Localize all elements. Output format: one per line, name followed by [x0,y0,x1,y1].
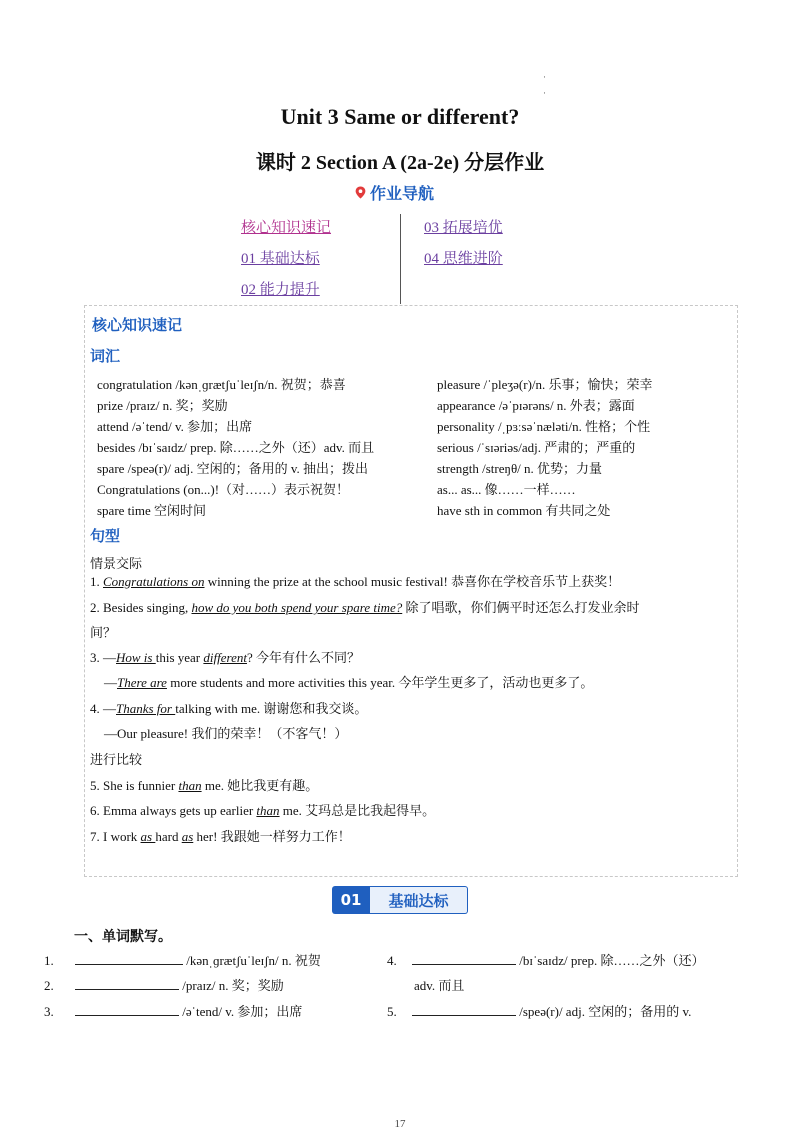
item-text: /əˈtend/ v. 参加；出席 [182,1004,303,1019]
answer-blank: how do you both spend your spare time? [191,600,403,615]
item-text: /speə(r)/ adj. 空闲的；备用的 v. [519,1004,692,1019]
exercise-item-4 [387,950,704,969]
sentence-text: more students and more activities this year. 今年学生更多了，活动也更多了。 [166,675,594,690]
nav-link-core[interactable]: 核心知识速记 [241,220,332,236]
answer-line[interactable] [412,964,516,965]
core-heading-text: 核心知识速记 [92,316,183,334]
sentence-text: 3. — [90,650,116,665]
exercise-item-5 [387,1001,691,1020]
answer-line[interactable] [75,1015,179,1016]
vocab-item: serious /ˈsɪəriəs/adj. 严肃的；严重的 [437,440,636,455]
sentence-text: — [104,675,117,690]
vocab-item: congratulation /kənˌɡrætʃuˈleɪʃn/n. 祝贺；恭喜 [97,377,346,392]
item-number: 4. [387,953,397,968]
answer-blank: There are [117,675,167,690]
vocab-item: besides /bɪˈsaɪdz/ prep. 除……之外（还）adv. 而且 [97,440,375,455]
answer-blank: as [140,829,156,844]
sentence-text: me. 艾玛总是比我起得早。 [279,803,436,818]
sentence-text: 2. Besides singing, [90,600,192,615]
sentence-text: 7. I work [90,829,141,844]
answer-blank: Congratulations on [103,574,205,589]
vocab-item: spare time 空闲时间 [97,503,207,518]
item-number: 2. [44,978,54,993]
sentence-text: winning the prize at the school music festival! 恭喜你在学校音乐节上获奖！ [204,574,621,589]
exercise-item-3 [44,1001,302,1020]
vocab-item: personality /ˌpɜːsəˈnæləti/n. 性格；个性 [437,419,651,434]
decorative-dots: · [543,72,546,82]
sentence-text: 除了唱歌，你们俩平时还怎么打发业余时 [402,600,640,615]
sentence-7 [90,826,351,845]
vocab-heading: 词汇 [90,347,121,365]
nav-link-04[interactable]: 04 思维进阶 [424,251,503,267]
section-number: 01 [332,886,370,914]
answer-blank: different [203,650,247,665]
sentence-4a [90,698,367,717]
page-number: 17 [394,1118,406,1130]
sentence-5 [90,775,318,794]
exercise-item-1 [44,950,321,969]
nav-heading-text: 作业导航 [370,184,435,203]
sentence-3b [104,672,593,691]
section-label: 基础达标 [370,886,468,914]
vocab-item: Congratulations (on...)!（对……）表示祝贺！ [97,482,350,497]
pattern-heading: 句型 [90,527,121,545]
section-01-header [332,886,468,914]
vocab-item: attend /əˈtend/ v. 参加；出席 [97,419,253,434]
nav-link-02[interactable]: 02 能力提升 [241,282,320,298]
answer-blank: than [256,803,280,818]
vocab-item: as... as... 像……一样…… [437,482,576,497]
sentence-text: me. 她比我更有趣。 [201,778,319,793]
vocab-item: appearance /əˈpɪərəns/ n. 外表；露面 [437,398,635,413]
answer-blank: as [181,829,194,844]
sentence-text: 5. She is funnier [90,778,179,793]
sentence-text: 4. — [90,701,116,716]
vocab-item: prize /praɪz/ n. 奖；奖励 [97,398,228,413]
item-text: /kənˌɡrætʃuˈleɪʃn/ n. 祝贺 [186,953,321,968]
page-subtitle: 课时 2 Section A (2a-2e) 分层作业 [255,152,545,174]
answer-blank: than [178,778,202,793]
sentence-text: ? 今年有什么不同？ [246,650,360,665]
nav-heading [354,181,434,204]
vocab-item: have sth in common 有共同之处 [437,503,611,518]
scene-label: 进行比较 [90,752,143,767]
nav-link-03[interactable]: 03 拓展培优 [424,220,503,236]
answer-line[interactable] [412,1015,516,1016]
exercise-item-2 [44,975,284,994]
core-heading [92,314,182,335]
item-text: /bɪˈsaɪdz/ prep. 除……之外（还） [519,953,705,968]
page-title: Unit 3 Same or different? [280,104,520,129]
sentence-3a [90,647,360,666]
sentence-text: 6. Emma always gets up earlier [90,803,257,818]
sentence-2-cont: 间？ [90,625,117,640]
vocab-left-column [97,374,374,521]
answer-line[interactable] [75,989,179,990]
answer-blank: How is [116,650,156,665]
sentence-6 [90,800,435,819]
decorative-dots: · [543,88,546,98]
location-pin-icon [354,186,367,199]
sentence-text: 1. [90,574,103,589]
sentence-1 [90,571,620,590]
sentence-4b: —Our pleasure! 我们的荣幸！（不客气！） [104,726,348,741]
vocab-item: spare /speə(r)/ adj. 空闲的；备用的 v. 抽出；拨出 [97,461,369,476]
nav-divider [400,214,401,304]
exercise-item-4-cont: adv. 而且 [414,978,465,993]
sentence-text: talking with me. 谢谢您和我交谈。 [175,701,368,716]
sentence-text: hard [155,829,182,844]
item-number: 1. [44,953,54,968]
item-text: /praɪz/ n. 奖；奖励 [182,978,284,993]
answer-line[interactable] [75,964,183,965]
exercise-heading: 一、单词默写。 [74,930,172,945]
sentence-2 [90,597,735,616]
sentence-text: this year [155,650,204,665]
scene-label: 情景交际 [90,556,143,571]
item-number: 5. [387,1004,397,1019]
nav-link-01[interactable]: 01 基础达标 [241,251,320,267]
answer-blank: Thanks for [116,701,176,716]
sentence-text: her! 我跟她一样努力工作！ [193,829,351,844]
item-number: 3. [44,1004,54,1019]
vocab-item: pleasure /ˈpleʒə(r)/n. 乐事；愉快；荣幸 [437,377,653,392]
vocab-right-column [437,374,653,521]
vocab-item: strength /streŋθ/ n. 优势；力量 [437,461,603,476]
